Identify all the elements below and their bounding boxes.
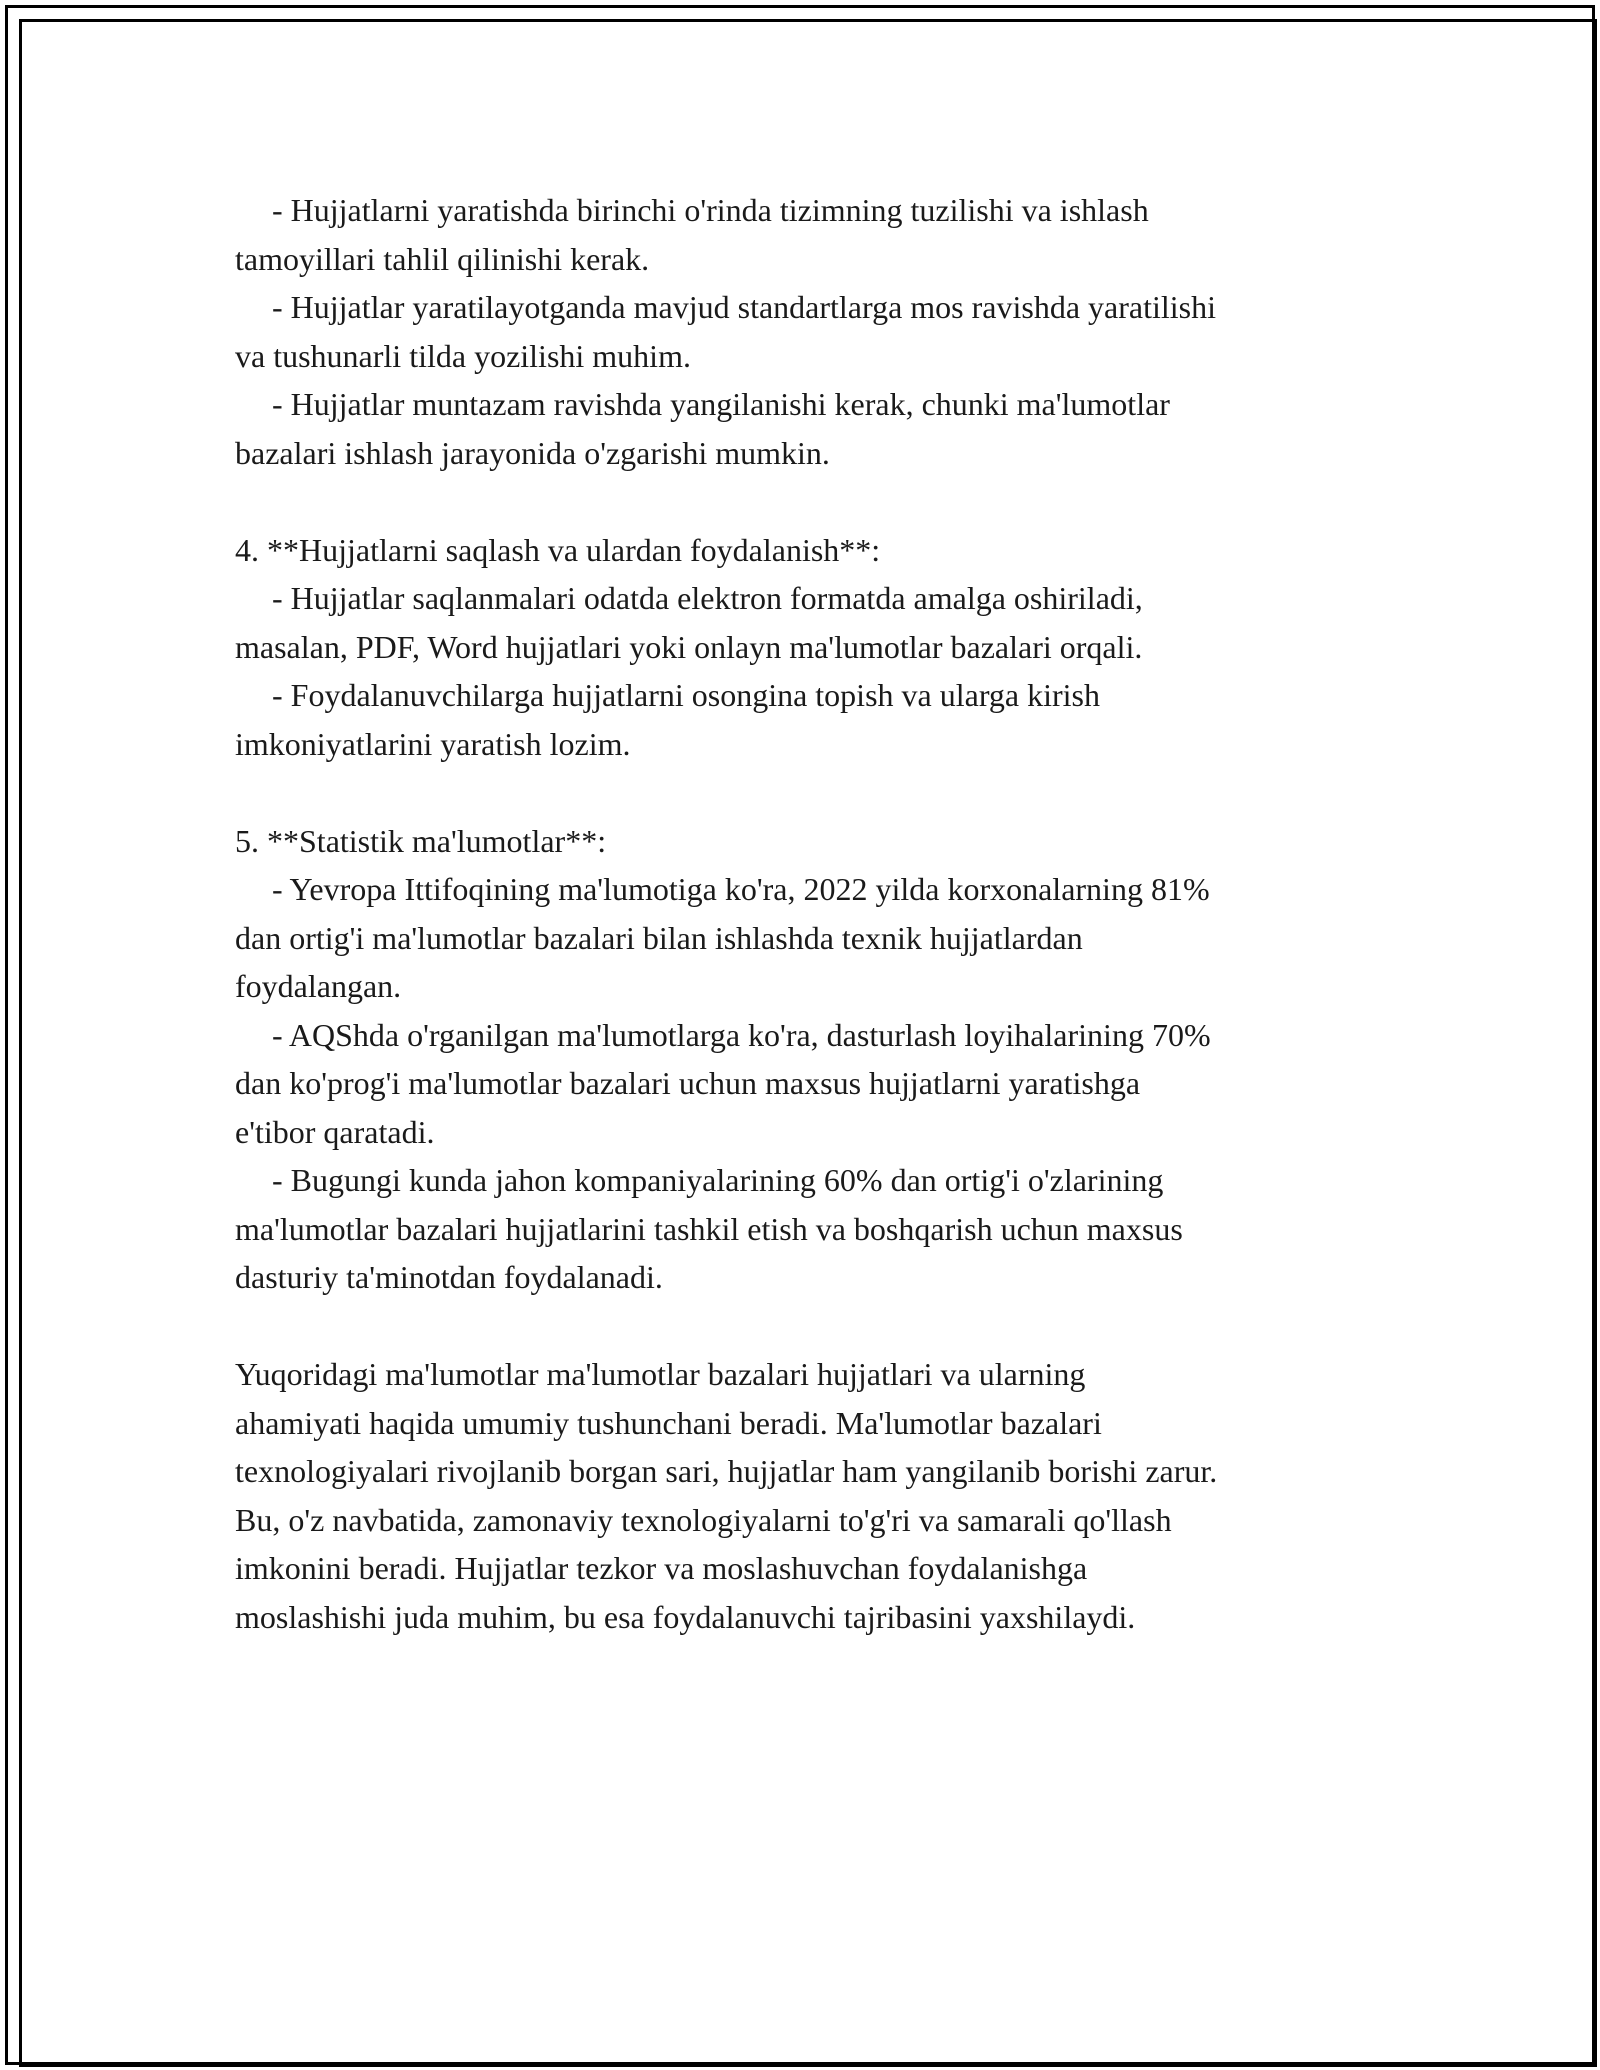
text-line: 5. **Statistik ma'lumotlar**: (235, 822, 607, 859)
text-line: 4. **Hujjatlarni saqlash va ulardan foydalanish**: (235, 531, 881, 568)
text-line: - Yevropa Ittifoqining ma'lumotiga ko'ra, 2022 yilda korxonalarning 81% (272, 871, 1210, 907)
paragraph-gap (235, 1302, 1385, 1351)
text-line: - Hujjatlar muntazam ravishda yangilanishi kerak, chunki ma'lumotlar (272, 386, 1170, 422)
text-line: dan ortig'i ma'lumotlar bazalari bilan ishlashda texnik hujjatlardan (235, 919, 1083, 956)
text-line: imkonini beradi. Hujjatlar tezkor va moslashuvchan foydalanishga (235, 1550, 1088, 1586)
text-line: ahamiyati haqida umumiy tushunchani beradi. Ma'lumotlar bazalari (235, 1404, 1102, 1441)
text-line: bazalari ishlash jarayonida o'zgarishi mumkin. (235, 434, 830, 471)
paragraph-gap (235, 477, 1385, 526)
document-body (235, 186, 1385, 1641)
paragraph-gap (235, 768, 1385, 817)
text-line: - Hujjatlar yaratilayotganda mavjud standartlarga mos ravishda yaratilishi (272, 289, 1216, 325)
text-line: - Hujjatlarni yaratishda birinchi o'rinda tizimning tuzilishi va ishlash (272, 192, 1149, 228)
text-line: foydalangan. (235, 968, 402, 1004)
text-line: Bu, o'z navbatida, zamonaviy texnologiyalarni to'g'ri va samarali qo'llash (235, 1501, 1172, 1538)
document-section (235, 1350, 1385, 1641)
document-section (235, 186, 1385, 477)
text-line: dasturiy ta'minotdan foydalanadi. (235, 1259, 663, 1295)
text-line: - Bugungi kunda jahon kompaniyalarining 60% dan ortig'i o'zlarining (272, 1162, 1164, 1198)
text-line: ma'lumotlar bazalari hujjatlarini tashkil etish va boshqarish uchun maxsus (235, 1210, 1183, 1247)
text-line: dan ko'prog'i ma'lumotlar bazalari uchun maxsus hujjatlarni yaratishga (235, 1065, 1141, 1101)
document-section (235, 526, 1385, 769)
text-line: - Foydalanuvchilarga hujjatlarni osongina topish va ularga kirish (272, 677, 1100, 713)
text-line: imkoniyatlarini yaratish lozim. (235, 725, 631, 762)
text-line: texnologiyalari rivojlanib borgan sari, hujjatlar ham yangilanib borishi zarur. (235, 1453, 1218, 1489)
text-line: masalan, PDF, Word hujjatlari yoki onlayn ma'lumotlar bazalari orqali. (235, 628, 1143, 665)
text-line: va tushunarli tilda yozilishi muhim. (235, 337, 691, 374)
document-section (235, 817, 1385, 1302)
text-line: moslashishi juda muhim, bu esa foydalanuvchi tajribasini yaxshilaydi. (235, 1598, 1136, 1635)
text-line: - Hujjatlar saqlanmalari odatda elektron formatda amalga oshiriladi, (272, 580, 1143, 616)
text-line: - AQShda o'rganilgan ma'lumotlarga ko'ra, dasturlash loyihalarining 70% (272, 1016, 1211, 1053)
text-line: e'tibor qaratadi. (235, 1113, 435, 1150)
text-line: tamoyillari tahlil qilinishi kerak. (235, 240, 650, 277)
text-line: Yuqoridagi ma'lumotlar ma'lumotlar bazalari hujjatlari va ularning (235, 1356, 1086, 1392)
